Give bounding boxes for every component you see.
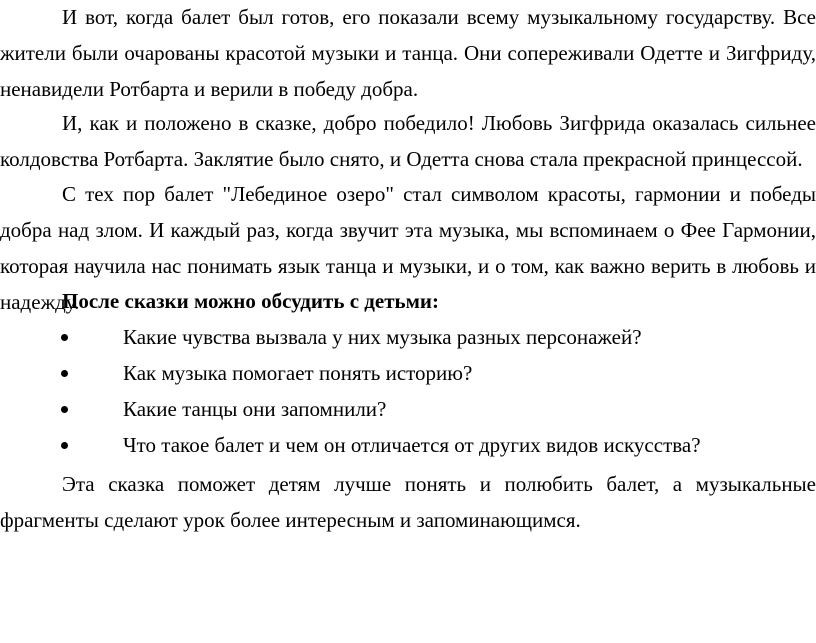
paragraph-swan-lake-symbol: С тех пор балет "Лебединое озеро" стал символом красоты, гармонии и победы добра над злом. И каждый раз, когда звучит эта музыка, мы вспоминаем о Фее Гармонии, которая научила нас понимать язык танца и музыки, и о том, как важно верить в любовь и надежду. — [0, 182, 816, 314]
paragraph-ballet-shown: И вот, когда балет был готов, его показали всему музыкальному государству. Все жители были очарованы красотой музыки и танца. Они сопереживали Одетте и Зигфриду, ненавидели Ротбарта и верили в победу добра. — [0, 5, 816, 101]
list-item-text: Какие танцы они запомнили? — [123, 397, 387, 421]
list-item-text: Что такое балет и чем он отличается от других видов искусства? — [123, 433, 701, 457]
bullet-icon — [61, 406, 68, 413]
bullet-icon — [61, 442, 68, 449]
discussion-heading: После сказки можно обсудить с детьми: — [62, 289, 440, 313]
paragraph-good-wins: И, как и положено в сказке, добро победило! Любовь Зигфрида оказалась сильнее колдовства Ротбарта. Заклятие было снято, и Одетта снова стала прекрасной принцессой. — [0, 111, 816, 171]
bullet-icon — [61, 370, 68, 377]
paragraph-conclusion: Эта сказка поможет детям лучше понять и полюбить балет, а музыкальные фрагменты сделают урок более интересным и запоминающимся. — [0, 472, 816, 532]
bullet-icon — [61, 334, 68, 341]
list-item-text: Как музыка помогает понять историю? — [123, 361, 473, 385]
list-item-text: Какие чувства вызвала у них музыка разных персонажей? — [123, 325, 642, 349]
